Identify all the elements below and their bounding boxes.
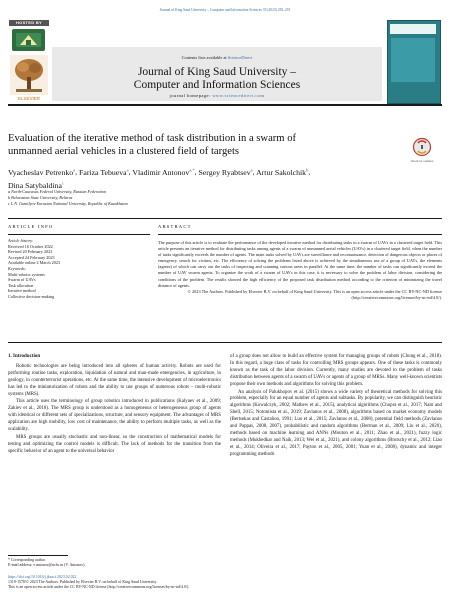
doi-link[interactable]: https://doi.org/10.1016/j.jksuci.2023.02.022 [8,575,77,579]
journal-title-line2: Computer and Information Sciences [133,79,301,91]
ksu-logo [12,29,45,51]
paper-title-line1: Evaluation of the iterative method of task distribution in a swarm of [8,133,297,144]
cover-banner [390,24,436,34]
right-column [230,354,442,460]
footnote-rule [8,555,68,556]
body-paragraph: Robotic technologies are being introduced into all spheres of human activity. Robots are used for performing routine tasks, exploration, liquidation of natural and man-made emergencies, in agriculture, in geology, in counterterrorist operations, etc. At the same time, the intensive development of microelectronics has led to the miniaturization of robots and the ability to use groups of numerous robots – multi-robotic systems (MRS). [8,363,221,397]
header-divider [8,104,442,106]
journal-title-line1: Journal of King Saud University – [137,66,297,78]
keyword: Task allocation [8,282,34,288]
author[interactable]: Sergey Ryabtsev$^a$ [198,167,253,177]
contents-prefix: Contents lists available at [181,55,227,60]
journal-title [52,66,382,92]
article-info-rule [8,234,150,235]
history-item: Revised 20 February 2023 [8,249,53,255]
ksu-emblem-icon [12,29,45,51]
section-divider [8,218,442,219]
abstract-copyright: © 2023 The Authors. Published by Elsevier B.V. on behalf of King Saud University. This is an open access article under the CC BY-NC-ND license (http://creativecommons.org/licenses/by-nc-nd/4.0/). [187,288,442,300]
article-history [8,238,158,266]
homepage-link[interactable]: www.sciencedirect.com [212,93,265,98]
footnote [8,558,223,568]
contents-line [52,55,382,60]
body-paragraph: This article uses the terminology of group robotics introduced in publications (Kalyaev et al., 2009; Zakiev et al., 2018). The MRS group is understood as a homogeneous or heterogeneous group of agents with identical or different sets of specializations, structure, and sensory equipment. The advantages of MRS application are high mobility, low cost of maintenance, the ability to perform multiple tasks, as well as the scalability. [8,399,221,433]
keyword: Multi-robotic systems [8,271,45,277]
abstract-label: ABSTRACT [158,224,192,229]
page-footer [8,575,442,591]
abstract-rule [158,234,442,235]
history-item: Available online 2 March 2023 [8,260,61,266]
elsevier-tree-logo [10,55,48,95]
paper-title-line2: unmanned aerial vehicles in a clustered field of targets [8,145,240,157]
affiliation: c L.N. Gumilyov Eurasian National University, Republic of Kazakhstan [8,201,128,206]
paper-title [8,133,400,158]
abstract-text: The purpose of this article is to evaluate the performance of the developed iterative method for distributing tasks in a swarm of UAVs in a clustered target field. This article presents an iterative method for distributing tasks among agents of a swarm of unmanned aerial vehicles (UAVs) in a clustered target field, when the number of tasks significantly exceeds the number of agents. The main tasks solved by UAVs are surveillance and reconnaissance, detection of dangerous objects or places of emergency, search for victims, etc. The efficiency of solving the problems listed above is achieved by the simultaneous use of a group of UAVs, the elements (agents) of which can carry out the tasks of inspecting and scanning various areas in parallel. At the same time, the number of tasks can significantly exceed the number of UAV swarm agents. To organize the work of a swarm of UAVs in this case, it is necessary to solve the problem of labor division, considering the conditions of the problem. The results showed the high efficiency of the proposed task distribution method according to the criterion of minimizing the travel distance of agents. [158,240,442,288]
footnote-email[interactable]: E-mail address: v.antonov@ncfu.ru (V. Antonov). [8,563,86,568]
keyword: Swarm of UAVs [8,277,36,283]
left-column [8,354,221,457]
journal-citation[interactable]: Journal of King Saud University – Computer and Information Sciences 35 (2023) 283–291 [159,8,291,12]
author[interactable]: Dina Satybaldina$^c$ [8,180,64,190]
affiliation: b Belarusian State University, Belarus [8,195,73,200]
keywords-heading: Keywords: [8,266,26,271]
author[interactable]: Vyacheslav Petrenko$^a$ [8,167,76,177]
author[interactable]: Fariza Tebueva$^a$ [79,167,129,177]
keyword: Iterative method [8,288,36,294]
license-line[interactable]: This is an open access article under the CC BY-NC-ND license (http://creativecommons.org/licenses/by-nc-nd/4.0/). [8,585,190,590]
issn-line: 1319-1578/© 2023 The Authors. Published by Elsevier B.V. on behalf of King Saud University. [8,580,157,585]
article-info-label: ARTICLE INFO [8,224,54,229]
abstract-end-divider [8,342,442,343]
affiliation: a North-Caucasus Federal University, Russian Federation [8,189,107,194]
elsevier-tree-icon [10,55,48,95]
body-paragraph: MRS groups are usually stochastic and non-linear, so the construction of mathematical models for testing and optimizing the control models is difficult. The lack of methods for the transition from the specific behavior of an agent to the universal behavior [8,434,221,454]
publisher-name: ELSEVIER [17,96,40,101]
body-paragraph: An analysis of Palukhopov et al. (2015) shows a wide variety of theoretical methods for solving this problem, especially for an equal number of agents and subtasks. By popularity, we can distinguish heuristic algorithms (Kowalczyk, 2002; Mathew et al., 2015), analytical algorithms (Chopra et al., 2017; Nam and Shell, 2015; Notomista et al., 2019; Zavlanos et al., 2008), algorithms based on market economy models (Bertsekas and Castañon, 1991; Luo et al., 2015; Zavlanos et al., 2008), potential field methods (Zavlanos and Pappas, 2008, 2007), probabilistic and random algorithms (Berman et al., 2009; Liu et al., 2020), methods based on machine learning and ANNs (Mouton et al., 2011; Zhao et al., 2021), fuzzy logic methods (Mukhedkar and Naik, 2013; Wei et al., 2021), and colony algorithms (Brutschy et al., 2012; Liao et al., 2014; Oliveira et al., 2017; Payton et al., 2005, 2001; Yuan et al., 2008), dynamic and integer programming methods [230,389,442,457]
homepage-prefix: journal homepage: [169,93,211,98]
keywords [8,266,158,300]
author[interactable]: Artur Sakolchik$^b$ [256,167,309,177]
intro-heading: 1. Introduction [8,354,41,359]
body-paragraph: of a group does not allow to build an effective system for managing groups of robots (Chung et al., 2018). In this regard, a huge class of tasks for controlling MRS groups appears. One of these tasks is commonly known as the task of the labor division. Currently, many studies are devoted to the problem of tasks distribution between agents of a swarm of UAVs or agents of a group of MRSs. Many well-known scientists propose their own methods and algorithms for solving this problem. [230,354,442,387]
cover-artwork [391,38,435,82]
author-list [8,165,442,191]
footnote-corresponding: * Corresponding author. [8,558,46,562]
abstract-body [158,240,442,301]
hosted-by-label: HOSTED BY [9,20,49,26]
history-heading: Article history: [8,238,34,243]
authors-line1: Vyacheslav Petrenko$^a$, Fariza Tebueva$^a$, Vladimir Antonov$^{a,*}$, Sergey Ryabtsev$^a$, Artur Sakolchik$^b$, [8,167,311,177]
history-item: Received 16 October 2022 [8,243,53,249]
journal-homepage [52,93,382,98]
sciencedirect-link[interactable]: ScienceDirect [227,55,253,60]
history-item: Accepted 24 February 2023 [8,254,55,260]
author[interactable]: Vladimir Antonov$^{a,*}$ [132,167,195,177]
keyword: Collective decision-making [8,293,55,299]
check-badge-label: Check for updates [410,159,434,163]
